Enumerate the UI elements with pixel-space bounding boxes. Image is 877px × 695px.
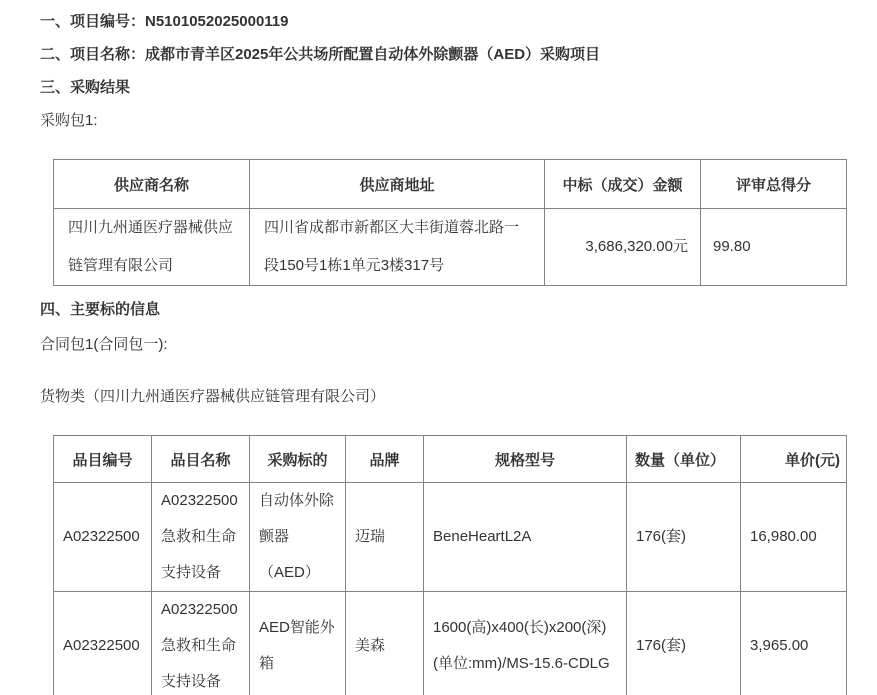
cell-procurement-target: 自动体外除颤器（AED） xyxy=(250,483,346,592)
cell-brand: 美森 xyxy=(346,592,424,695)
cell-quantity-unit: 176(套) xyxy=(627,483,741,592)
cell-procurement-target: AED智能外箱 xyxy=(250,592,346,695)
project-number-line: 一、项目编号：N5101052025000119 xyxy=(40,13,289,30)
header-review-score: 评审总得分 xyxy=(701,160,847,209)
goods-category-label: 货物类（四川九州通医疗器械供应链管理有限公司） xyxy=(40,388,386,405)
header-unit-price: 单价(元) xyxy=(741,436,847,483)
cell-spec-model: BeneHeartL2A xyxy=(424,483,627,592)
cell-review-score: 99.80 xyxy=(701,209,847,286)
cell-item-code: A02322500 xyxy=(54,592,152,695)
cell-supplier-name: 四川九州通医疗器械供应链管理有限公司 xyxy=(54,209,250,286)
main-info-heading: 四、主要标的信息 xyxy=(40,301,161,318)
contract-package-label: 合同包1(合同包一): xyxy=(40,336,168,353)
items-table xyxy=(53,435,847,695)
header-quantity-unit: 数量（单位） xyxy=(627,436,741,483)
cell-spec-model: 1600(高)x400(长)x200(深)(单位:mm)/MS-15.6-CDLG xyxy=(424,592,627,695)
cell-supplier-address: 四川省成都市新都区大丰街道蓉北路一段150号1栋1单元3楼317号 xyxy=(250,209,545,286)
cell-item-name: A02322500急救和生命支持设备 xyxy=(152,483,250,592)
supplier-table-header-row xyxy=(54,160,847,209)
header-item-name: 品目名称 xyxy=(152,436,250,483)
cell-quantity-unit: 176(套) xyxy=(627,592,741,695)
cell-brand: 迈瑞 xyxy=(346,483,424,592)
supplier-table xyxy=(53,159,847,286)
header-supplier-name: 供应商名称 xyxy=(54,160,250,209)
items-table-row xyxy=(54,483,847,592)
cell-item-name: A02322500急救和生命支持设备 xyxy=(152,592,250,695)
supplier-table-row xyxy=(54,209,847,286)
cell-unit-price: 3,965.00 xyxy=(741,592,847,695)
header-supplier-address: 供应商地址 xyxy=(250,160,545,209)
project-name-line: 二、项目名称：成都市青羊区2025年公共场所配置自动体外除颤器（AED）采购项目 xyxy=(40,46,601,63)
header-spec-model: 规格型号 xyxy=(424,436,627,483)
header-brand: 品牌 xyxy=(346,436,424,483)
header-procurement-target: 采购标的 xyxy=(250,436,346,483)
procurement-result-heading: 三、采购结果 xyxy=(40,79,131,96)
header-item-code: 品目编号 xyxy=(54,436,152,483)
package-label: 采购包1: xyxy=(40,112,98,129)
cell-item-code: A02322500 xyxy=(54,483,152,592)
items-table-header-row xyxy=(54,436,847,483)
cell-award-amount: 3,686,320.00元 xyxy=(545,209,701,286)
cell-unit-price: 16,980.00 xyxy=(741,483,847,592)
header-award-amount: 中标（成交）金额 xyxy=(545,160,701,209)
items-table-row xyxy=(54,592,847,695)
